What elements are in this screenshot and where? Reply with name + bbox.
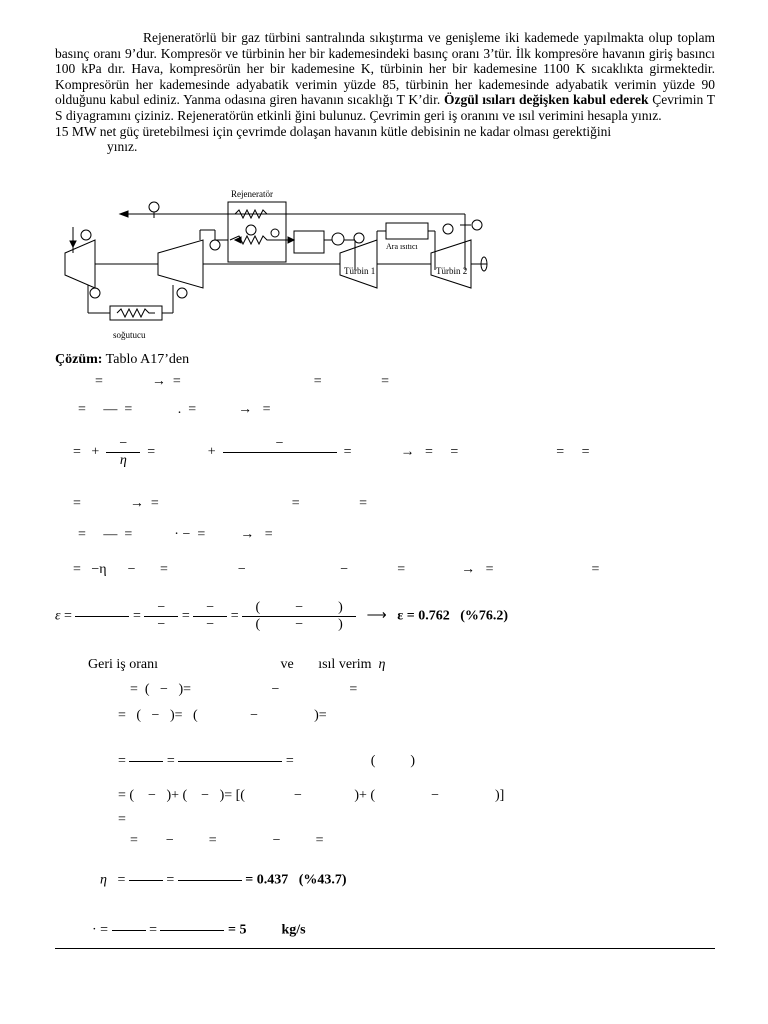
eq-line-6: = −η − = − − = → = = [73,562,600,577]
turbine-1-label: Türbin 1 [344,266,376,276]
problem-statement [55,30,715,155]
problem-paragraph [55,30,715,124]
eq-line-3: = + $\frac{-}{\eta}$ = + − = → = = = = [73,436,590,468]
eq-line-10: = ( − )+ ( − )= [( − )+ ( − )] [118,788,505,803]
solution-title-bold: Çözüm: [55,352,103,367]
mass-flow-unit: kg/s [281,922,306,938]
problem-bold-text: Özgül ısıları değişken kabul ederek [444,92,649,108]
eq-line-12: = − = − = [130,833,324,848]
eta-line: η = = = 0.437 (%43.7) [100,864,347,897]
turbine-1 [340,240,377,288]
solution-title-rest: Tablo A17’den [102,352,190,367]
compressor-2 [158,240,203,288]
cooler-label: soğutucu [113,330,146,340]
mass-flow-result: = 5 [227,922,247,938]
problem-text-tail: Çevrimin T S diyagramını çiziniz. Rejeneratörün etkinli ğini bulunuz. Çevrimin geri iş oranını ve ısıl verimini hesapla yınız. [55,92,715,123]
solution-title [55,352,189,368]
turbine-2-label: Türbin 2 [436,266,468,276]
reheater-label: Ara ısıtıcı [386,242,418,251]
eq-line-4: = → = = = [73,496,368,511]
eq-line-eps: ε = = $\frac{-}{-}$ = $\frac{-}{-}$ = $\frac{( - )}{( - )}$ ⟶ ε = 0.762 (%76.2) [55,600,509,632]
compressor-1 [65,240,95,288]
problem-text: Rejeneratörlü bir gaz türbini santralında sıkıştırma ve genişleme iki kademede yapılmakta olup toplam basınç oranı 9’dur. Kompresör ve türbinin her bir kademesindeki basınç oranı 3’tür. İlk kompresöre havanın giriş basıncı 100 kPa dır. Hava, kompresörün her bir kademesine K, türbinin her bir kademesine 1100 K sıcaklıkta girmektedir. Kompresörün her kademesinde adyabatik verimin yüzde 85, türbinin her kademesinde adyabatik verimin yüzde 90 olduğunu kabul ediniz. Yanma odasına giren havanın sıcaklığı T K’dir. [55,30,715,108]
problem-line-end: yınız. [107,139,138,155]
problem-line-mass: 15 MW net güç üretebilmesi için çevrimde dolaşan havanın kütle debisinin ne kadar olması gerektiğini [55,123,612,139]
regenerator-label: Rejeneratör [231,189,273,199]
eta-percent: (%43.7) [298,872,347,888]
eta-result: = 0.437 [245,872,289,888]
cycle-diagram [55,185,505,345]
eq-line-11: = [118,812,126,827]
eq-line-9: = = = ( ) [118,745,415,778]
eq-line-2: = — = . = → = [78,402,271,417]
back-work-line: Geri iş oranı ve ısıl verim η [88,657,386,672]
mass-flow-line: · = = = 5 kg/s [92,914,306,947]
eq-line-7: = ( − )= − = [130,682,358,697]
epsilon-result: ε = 0.762 (%76.2) [397,608,509,624]
eq-line-5: = — = · − = → = [78,527,273,542]
eq-line-1: = → = = = [95,374,390,389]
bottom-rule [55,948,715,949]
eq-line-8: = ( − )= ( − )= [118,708,327,723]
combustor-box [294,231,324,253]
reheater-box [386,223,428,239]
regenerator-box [228,202,286,262]
